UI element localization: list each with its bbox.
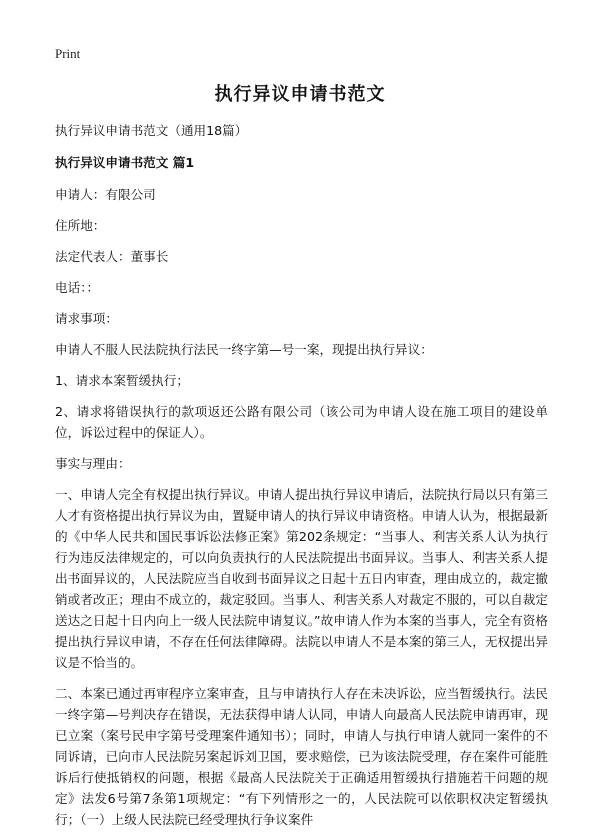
document-subtitle: 执行异议申请书范文（通用18篇） [55, 123, 248, 138]
page-title: 执行异议申请书范文 [214, 84, 386, 105]
facts-heading: 事实与理由： [55, 456, 131, 471]
address-field: 住所地： [55, 218, 106, 233]
print-link[interactable]: Print [55, 46, 81, 61]
applicant-field: 申请人：有限公司 [55, 187, 156, 202]
request-item-1: 1、请求本案暂缓执行； [55, 373, 189, 388]
section-title: 执行异议申请书范文 篇1 [55, 155, 195, 170]
document-body [55, 120, 548, 840]
request-heading: 请求事项： [55, 311, 118, 326]
fact-paragraph-1: 一、申请人完全有权提出执行异议。申请人提出执行异议申请后，法院执行局以只有第三人才有资格提出执行异议为由，置疑申请人的执行异议申请资格。申请人认为，根据最新的《中华人民共和国民事诉讼法修正案》第202条规定：“当事人、利害关系人认为执行行为违反法律规定的，可以向负责执行的人民法院提出书面异议。当事人、利害关系人提出书面异议的，人民法院应当自收到书面异议之日起十五日内审查，理由成立的，裁定撤销或者改正；理由不成立的，裁定驳回。当事人、利害关系人对裁定不服的，可以自裁定送达之日起十日内向上一级人民法院申请复议。”故申请人作为本案的当事人，完全有资格提出执行异议申请，不存在任何法律障碍。法院以申请人不是本案的第三人，无权提出异议是不恰当的。 [55, 487, 548, 670]
legal-representative-field: 法定代表人：董事长 [55, 249, 169, 264]
fact-paragraph-2: 二、本案已通过再审程序立案审查，且与申请执行人存在未决诉讼，应当暂缓执行。法民一终字第—号判决存在错误，无法获得申请人认同，申请人向最高人民法院申请再审，现已立案（案号民申字第号受理案件通知书）；同时，申请人与执行申请人就同一案件的不同诉请，已向市人民法院另案起诉刘卫国，要求赔偿，已为该法院受理，存在案件可能胜诉后行使抵销权的问题，根据《最高人民法院关于正确适用暂缓执行措施若干问题的规定》法发6号第7条第1项规定：“有下列情形之一的，人民法院可以依职权决定暂缓执行；（一）上级人民法院已经受理执行争议案件 [55, 686, 548, 827]
intro-paragraph: 申请人不服人民法院执行法民一终字第—号一案，现提出执行异议： [55, 342, 433, 357]
phone-field: 电话：： [55, 280, 100, 295]
request-item-2: 2、请求将错误执行的款项返还公路有限公司（该公司为申请人设在施工项目的建设单位，诉讼过程中的保证人）。 [55, 404, 548, 440]
